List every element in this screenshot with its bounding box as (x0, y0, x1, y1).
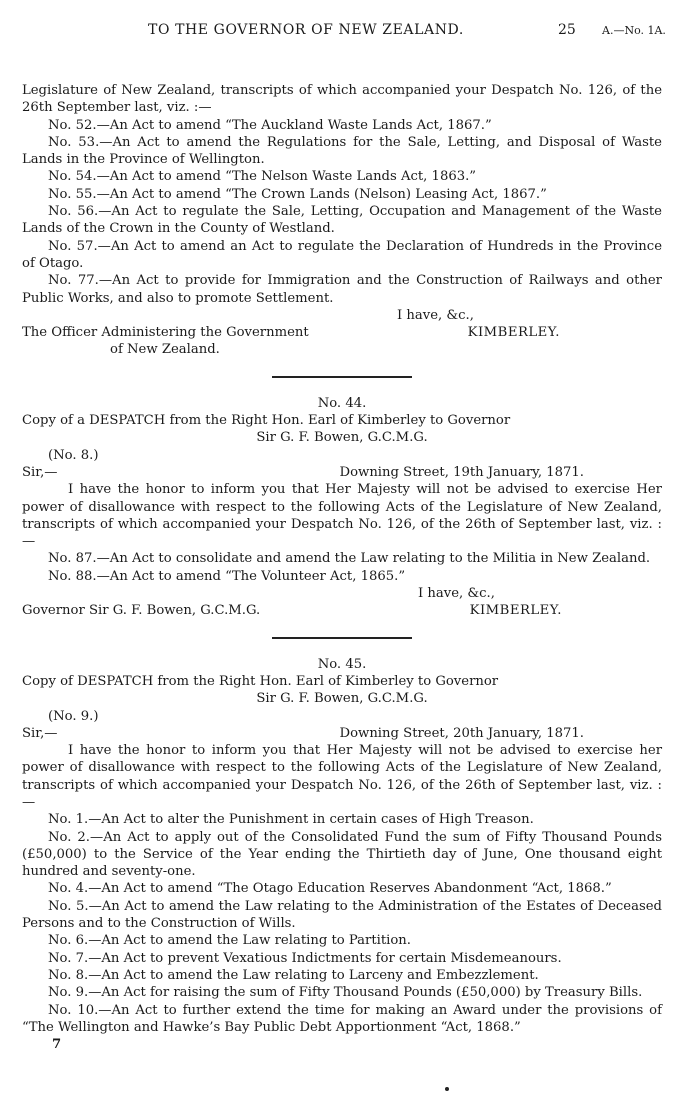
despatch-intro: I have the honor to inform you that Her Majesty will not be advised to exercise Her power of disallowance with respect to the following Acts of the Legislature of New Zealand, transcripts of which accompanied your Despatch No. 126, of the 26th of September last, viz. :— (22, 482, 662, 550)
signature: KIMBERLEY. (467, 325, 560, 341)
despatch-date: Downing Street, 20th January, 1871. (339, 725, 584, 741)
act-item: No. 8.—An Act to amend the Law relating to Larceny and Embezzlement. (48, 967, 539, 983)
page-body (22, 82, 662, 1053)
despatch-title: Copy of a DESPATCH from the Right Hon. Earl of Kimberley to Governor (22, 413, 511, 429)
page-number: 25 (558, 22, 576, 38)
salutation-row (22, 725, 662, 742)
act-item: No. 52.—An Act to amend “The Auckland Waste Lands Act, 1867.” (48, 117, 492, 133)
closing-line: I have, &c., (397, 307, 474, 323)
despatch-ref: (No. 9.) (48, 708, 99, 724)
act-item: No. 54.—An Act to amend “The Nelson Waste Lands Act, 1863.” (48, 169, 477, 185)
despatch-title-line2: Sir G. F. Bowen, G.C.M.G. (256, 691, 428, 707)
act-item: No. 7.—An Act to prevent Vexatious Indictments for certain Misdemeanours. (48, 950, 562, 966)
act-item: No. 53.—An Act to amend the Regulations for the Sale, Letting, and Disposal of Waste Lands in the Province of Wellington. (22, 134, 662, 168)
continuation-section (22, 82, 662, 359)
act-item: No. 5.—An Act to amend the Law relating to the Administration of the Estates of Deceased Persons and to the Construction of Wills. (22, 898, 662, 932)
act-item: No. 9.—An Act for raising the sum of Fifty Thousand Pounds (£50,000) by Treasury Bills. (48, 985, 643, 1001)
despatch-date: Downing Street, 19th January, 1871. (339, 464, 584, 480)
salutation-row (22, 464, 662, 481)
signature-mark: 7 (52, 1037, 62, 1053)
despatch-number: No. 44. (317, 395, 367, 411)
act-item: No. 57.—An Act to amend an Act to regulate the Declaration of Hundreds in the Province of Otago. (22, 238, 662, 271)
act-item: No. 2.—An Act to apply out of the Consolidated Fund the sum of Fifty Thousand Pounds (£50,000) to the Service of the Year ending the Thirtieth day of June, One thousand eight hundred and seventy-one. (22, 829, 662, 880)
act-item: No. 1.—An Act to alter the Punishment in certain cases of High Treason. (48, 812, 534, 828)
paper-reference: A.—No. 1A. (602, 24, 666, 37)
signature: KIMBERLEY. (469, 603, 562, 619)
closing-line: I have, &c., (418, 586, 495, 602)
addressee-line2: of New Zealand. (110, 342, 220, 358)
act-item: No. 4.—An Act to amend “The Otago Education Reserves Abandonment “Act, 1868.” (48, 881, 612, 897)
addressee: The Officer Administering the Government (22, 325, 309, 341)
act-item: No. 77.—An Act to provide for Immigration and the Construction of Railways and other Public Works, and also to promote Settlement. (22, 273, 662, 306)
act-item: No. 87.—An Act to consolidate and amend the Law relating to the Militia in New Zealand. (48, 551, 651, 567)
signature-block (22, 324, 662, 341)
act-item: No. 10.—An Act to further extend the time for making an Award under the provisions of “The Wellington and Hawke’s Bay Public Debt Apportionment “Act, 1868.” (22, 1002, 662, 1035)
running-title: TO THE GOVERNOR OF NEW ZEALAND. (148, 22, 464, 38)
print-mark (445, 1087, 449, 1091)
act-item: No. 56.—An Act to regulate the Sale, Letting, Occupation and Management of the Waste Lands of the Crown in the County of Westland. (22, 204, 662, 237)
salutation: Sir,— (22, 725, 58, 741)
page-header (0, 22, 700, 42)
act-item: No. 6.—An Act to amend the Law relating to Partition. (48, 933, 411, 949)
act-item: No. 88.—An Act to amend “The Volunteer Act, 1865.” (48, 568, 406, 584)
despatch-intro: I have the honor to inform you that Her Majesty will not be advised to exercise her power of disallowance with respect to the following Acts of the Legislature of New Zealand, transcripts of which accompanied your Despatch No. 126, of the 26th of September last, viz. :— (22, 743, 662, 810)
continuation-intro: Legislature of New Zealand, transcripts of which accompanied your Despatch No. 126, of the 26th September last, viz. :— (22, 83, 662, 116)
salutation: Sir,— (22, 464, 58, 480)
section-divider (272, 637, 412, 639)
despatch-ref: (No. 8.) (48, 447, 99, 463)
signature-block (22, 602, 662, 619)
addressee: Governor Sir G. F. Bowen, G.C.M.G. (22, 603, 261, 619)
despatch-title: Copy of DESPATCH from the Right Hon. Earl of Kimberley to Governor (22, 673, 499, 689)
despatch-44 (22, 395, 662, 620)
section-divider (272, 376, 412, 378)
despatch-45 (22, 656, 662, 1054)
despatch-title-line2: Sir G. F. Bowen, G.C.M.G. (256, 430, 428, 446)
act-item: No. 55.—An Act to amend “The Crown Lands (Nelson) Leasing Act, 1867.” (48, 186, 547, 202)
despatch-number: No. 45. (317, 656, 367, 672)
